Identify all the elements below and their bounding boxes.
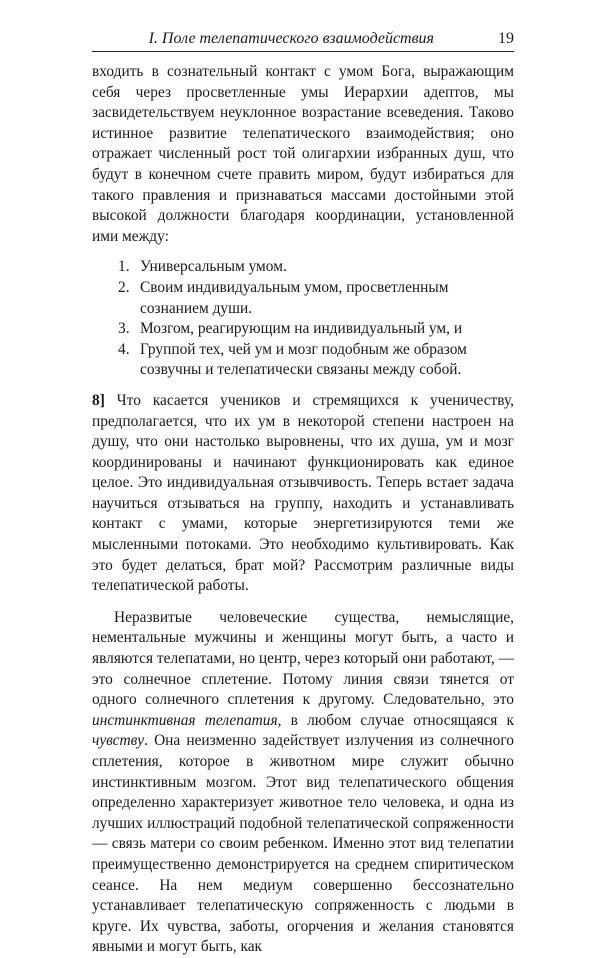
page-number: 19 xyxy=(498,30,514,47)
paragraph-telepathy: Неразвитые человеческие существа, немыслящие, нементальные мужчины и женщины могут быть, а часто и являются телепатами, но центр, через который они работают, — это солнечное сплетение. Потому линия связи тянется от одного солнечного сплетения к другому. Следовательно, это инстинктивная телепатия, в любом случае относящаяся к чувству. Она неизменно задействует излучения из солнечного сплетения, которое в животном мире служит обычно инстинктивным мозгом. Этот вид телепатического общения определенно характеризует животное тело человека, и одна из лучших иллюстраций подобной телепатической сопряженности — связь матери со своим ребенком. Именно этот вид телепатии преимущественно демонстрируется на среднем спиритическом сеансе. На нем медиум совершенно бессознательно устанавливает телепатическую сопряженность с людьми в круге. Их чувства, заботы, огорчения и желания становятся явными и могут быть, как xyxy=(92,608,514,956)
list-item: 2. Своим индивидуальным умом, просветленным сознанием души. xyxy=(118,278,449,317)
italic-term: чувству xyxy=(92,732,145,750)
list-item: 3. Мозгом, реагирующим на индивидуальный ум, и xyxy=(118,320,463,338)
list-item: 1. Универсальным умом. xyxy=(118,258,287,276)
section-marker: 8] xyxy=(92,391,105,409)
italic-term: инстинктивная телепатия xyxy=(92,711,278,729)
list-item: 4. Группой тех, чей ум и мозг подобным же образом созвучны и телепатически связаны между собой. xyxy=(118,340,467,379)
numbered-list xyxy=(92,257,514,381)
paragraph-section-8: 8] Что касается учеников и стремящихся к ученичеству, предполагается, что их ум в некоторой степени настроен на душу, что они настолько выровнены, что их душа, ум и мозг координированы и начинают функционировать как единое целое. Это индивидуальная отзывчивость. Теперь встает задача научиться отзываться на группу, находить и устанавливать контакт с умами, которые энергетизируются теми же мысленными потоками. Это необходимо культивировать. Как это будет делаться, брат мой? Рассмотрим различные виды телепатической работы. xyxy=(92,391,514,595)
running-header xyxy=(92,30,514,52)
chapter-title: I. Поле телепатического взаимодействия xyxy=(148,30,434,47)
paragraph-continued: входить в сознательный контакт с умом Бога, выражающим себя через просветленные умы Иерархии адептов, мы засвидетельствуем неуклонное возрастание всеведения. Таково истинное развитие телепатического взаимодействия; оно отражает численный рост той олигархии избранных душ, что будут в конечном счете править миром, будут избираться для такого правления и признаваться массами достойными этой высокой должности благодаря координации, установленной ими между: xyxy=(92,63,514,245)
